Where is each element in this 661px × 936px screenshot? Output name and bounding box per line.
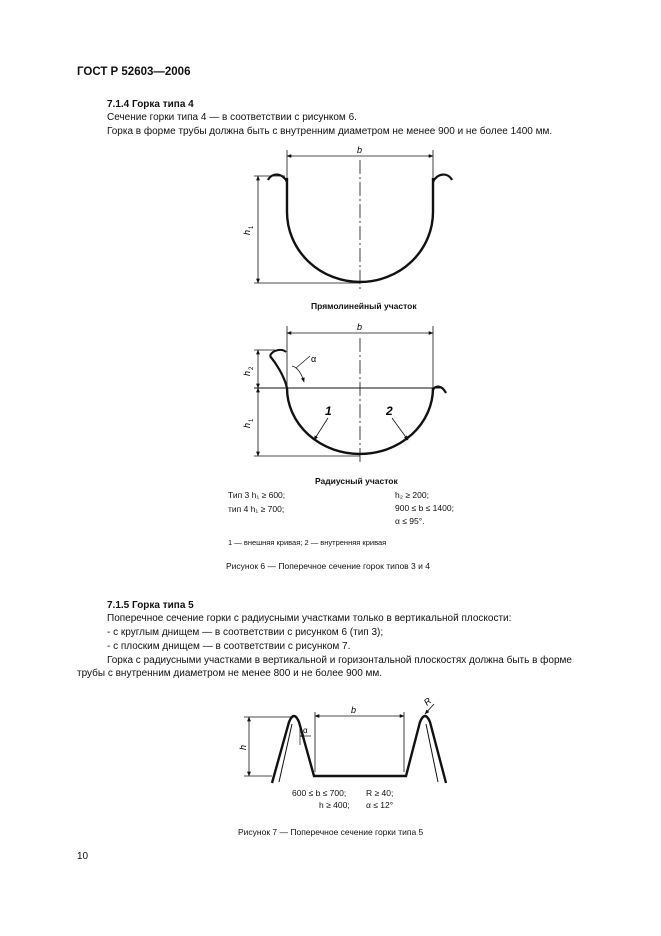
fig6-condition-right-2: 900 ≤ b ≤ 1400;: [395, 503, 454, 513]
fig7-dim-r: R: [421, 695, 434, 708]
fig7-dim-b: b: [351, 705, 357, 715]
section-7-1-4-line2: Горка в форме трубы должна быть с внутренним диаметром не менее 900 и не более 1400 мм.: [107, 126, 553, 137]
fig6-top-dim-h1: h: [242, 229, 252, 235]
fig6-bottom-dim-h2: h: [242, 370, 252, 376]
document-id: ГОСТ Р 52603—2006: [77, 66, 191, 78]
section-7-1-5-line3: - с плоским днищем — в соответствии с рисунком 7.: [107, 641, 351, 652]
fig6-bottom-dim-b: b: [357, 322, 363, 332]
fig6-bottom-dim-h2-sub: 2: [249, 366, 255, 370]
fig6-legend: 1 — внешняя кривая; 2 — внутренняя кривая: [228, 538, 387, 547]
section-7-1-5-title: 7.1.5 Горка типа 5: [107, 600, 194, 611]
fig6-condition-right-3: α ≤ 95°.: [395, 516, 425, 526]
fig6-top-dim-b: b: [357, 145, 363, 155]
fig7-condition-2b: α ≤ 12°: [366, 800, 394, 810]
fig7-dim-h: h: [238, 744, 248, 750]
fig6-angle-label: α: [311, 354, 317, 364]
fig6-condition-left-2: тип 4 h₁ ≥ 700;: [228, 504, 285, 514]
fig6-top-dim-h1-sub: 1: [249, 225, 255, 229]
section-7-1-5-line5: трубы с внутренним диаметром не менее 800 и не более 900 мм.: [77, 668, 383, 679]
section-7-1-5-line1: Поперечное сечение горки с радиусными участками только в вертикальной плоскости:: [107, 613, 512, 624]
fig6-condition-left-1: Тип 3 h₁ ≥ 600;: [228, 490, 286, 500]
figure-6-straight-section: [254, 150, 452, 290]
fig7-condition-2a: h ≥ 400;: [319, 800, 350, 810]
fig7-condition-1b: R ≥ 40;: [366, 788, 394, 798]
page-number: 10: [77, 851, 89, 862]
fig6-bottom-dim-h1: h: [242, 422, 252, 428]
fig7-condition-1a: 600 ≤ b ≤ 700;: [292, 788, 347, 798]
figure-6-caption: Рисунок 6 — Поперечное сечение горок типов 3 и 4: [226, 561, 430, 571]
fig6-bottom-dim-h1-sub: 1: [249, 418, 255, 422]
section-7-1-4-title: 7.1.4 Горка типа 4: [107, 99, 194, 110]
fig7-angle-label: α: [303, 726, 308, 735]
figure-7-drawing: [244, 704, 446, 783]
fig6-curve-1-label: 1: [325, 404, 332, 418]
fig6-bottom-label: Радиусный участок: [315, 476, 398, 486]
figure-6-radius-section: [254, 326, 446, 465]
fig6-curve-2-label: 2: [386, 404, 393, 418]
section-7-1-5-line2: - с круглым днищем — в соответствии с рисунком 6 (тип 3);: [107, 627, 384, 638]
fig6-condition-right-1: h₂ ≥ 200;: [395, 490, 429, 500]
figure-7-caption: Рисунок 7 — Поперечное сечение горки типа 5: [238, 827, 424, 837]
section-7-1-5-line4: Горка с радиусными участками в вертикальной и горизонтальной плоскостях должна быть в форме: [107, 655, 572, 666]
section-7-1-4-line1: Сечение горки типа 4 — в соответствии с рисунком 6.: [107, 112, 357, 123]
fig6-top-label: Прямолинейный участок: [311, 301, 417, 311]
